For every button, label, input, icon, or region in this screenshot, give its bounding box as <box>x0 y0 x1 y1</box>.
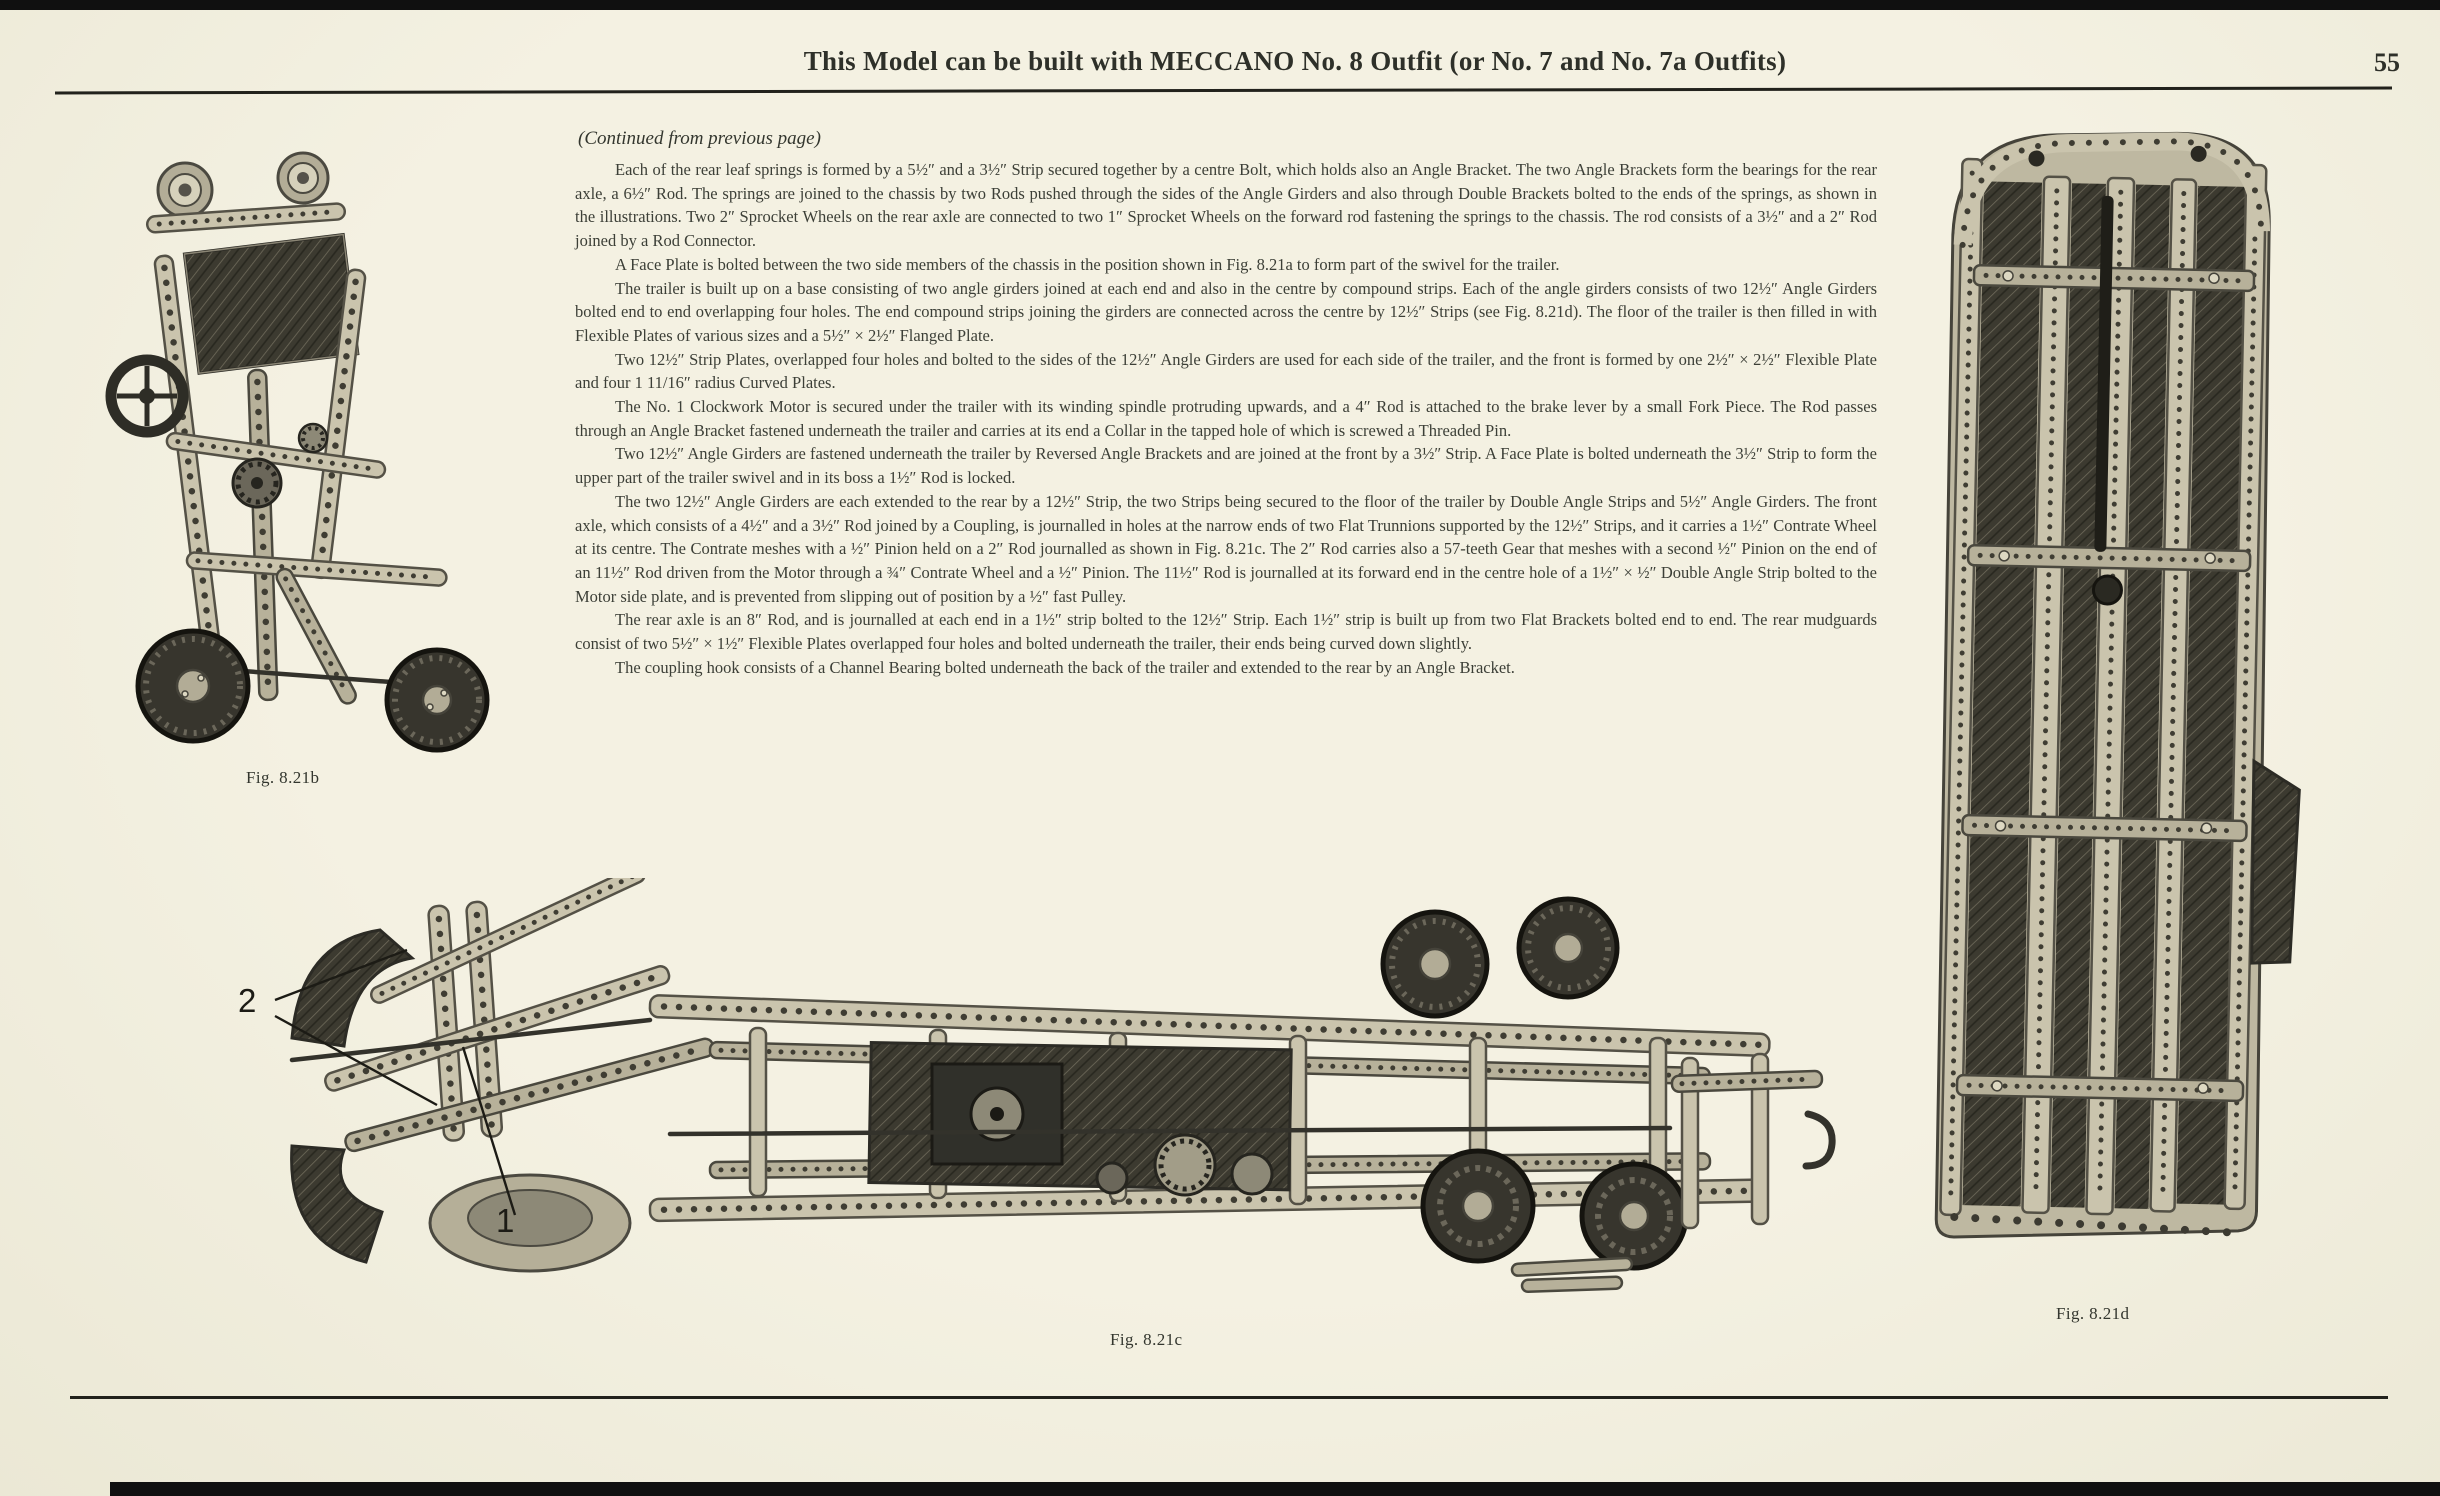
paragraph: A Face Plate is bolted between the two side members of the chassis in the position shown in Fig. 8.21a to form part of the swivel for the trailer. <box>615 254 1560 274</box>
rear-wheel-lower-left <box>1423 1151 1533 1261</box>
figure-8-21d-photo <box>1905 118 2305 1298</box>
clockwork-motor <box>932 1064 1062 1164</box>
rear-wheel-right <box>387 650 487 750</box>
radiator-block <box>184 235 357 374</box>
figure-8-21b-caption: Fig. 8.21b <box>246 768 320 787</box>
steering-wheel <box>111 360 183 432</box>
headlamp-pair <box>147 153 346 233</box>
header-rule <box>55 87 2392 95</box>
callout-label-2: 2 <box>238 982 257 1019</box>
figure-8-21c-photo <box>230 878 1850 1343</box>
page-title: This Model can be built with MECCANO No. 8 Outfit (or No. 7 and No. 7a Outfits) <box>803 46 1787 76</box>
figure-8-21c-caption: Fig. 8.21c <box>1110 1330 1183 1349</box>
drive-rod <box>670 1128 1670 1134</box>
paragraph: The No. 1 Clockwork Motor is secured under the trailer with its winding spindle protruding upwards, and a 4″ Rod is attached to the brake lever by a small Fork Piece. The Rod passes through an Angle Bracket fastened underneath the trailer and carries at its end a Collar in the tapped hole of which is screwed a Threaded Pin. <box>575 397 1877 440</box>
paragraph: Two 12½″ Strip Plates, overlapped four holes and bolted to the sides of the 12½″ Angle Girders are used for each side of the trailer, and the front is formed by one 2½″ × 2½″ Flexible Plate and four 1 11/16″ radius Curved Plates. <box>575 349 1877 393</box>
side-flap-plate <box>2250 761 2300 964</box>
page-number: 55 <box>2374 48 2400 77</box>
small-gear <box>299 424 327 452</box>
footer-rule <box>70 1396 2388 1399</box>
continued-note: (Continued from previous page) <box>578 128 821 149</box>
rear-wheel-lower-right <box>1582 1164 1686 1268</box>
top-border-bar <box>0 0 2440 10</box>
sprocket-wheel <box>233 459 281 507</box>
callout-label-1: 1 <box>496 1202 515 1239</box>
paragraph: The two 12½″ Angle Girders are each extended to the rear by a 12½″ Strip, the two Strips being secured to the floor of the trailer by Double Angle Strips and 5½″ Angle Girders. The front axle, which consists of a 4½″ and a 3½″ Rod joined by a Coupling, is journalled in holes at the narrow ends of two Flat Trunnions supported by the 12½″ Strips, and it carries a 1½″ Contrate Wheel at its centre. The Contrate meshes with a ½″ Pinion held on a 2″ Rod journalled as shown in Fig. 8.21c. The 2″ Rod carries also a 57-teeth Gear that meshes with a second ½″ Pinion on the end of an 11½″ Rod driven from the Motor through a ¾″ Contrate Wheel and a ½″ Pinion. The 11½″ Rod is journalled at its forward end in the centre hole of a 1½″ × ½″ Double Angle Strip bolted to the Motor side plate, and is prevented from slipping out of position by a ½″ fast Pulley. <box>575 491 1877 606</box>
paragraph: The coupling hook consists of a Channel Bearing bolted underneath the back of the trailer and extended to the rear by an Angle Bracket. <box>615 657 1515 677</box>
front-drum <box>430 1175 630 1271</box>
paragraph: The rear axle is an 8″ Rod, and is journalled at each end in a 1½″ strip bolted to the 12½″ Strip. Each 1½″ strip is built up from two Flat Brackets bolted end to end. The rear mudguards consist of two 5½″ × 1½″ Flexible Plates overlapped four holes and bolted underneath the trailer, their ends being curved down slightly. <box>575 610 1877 654</box>
paragraph: Two 12½″ Angle Girders are fastened underneath the trailer by Reversed Angle Brackets and are joined at the front by a 3½″ Strip. A Face Plate is bolted underneath the 3½″ Strip to form the upper part of the trailer swivel and in its boss a 1½″ Rod is locked. <box>575 444 1877 488</box>
coupling-hook <box>1806 1114 1832 1166</box>
winding-spindle <box>2093 576 2122 605</box>
spare-wheel-upper-left <box>1383 912 1487 1016</box>
figure-8-21d-caption: Fig. 8.21d <box>2056 1304 2130 1323</box>
figure-8-21b-photo <box>105 138 505 778</box>
paragraph: The trailer is built up on a base consisting of two angle girders joined at each end and also in the centre by compound strips. Each of the angle girders consists of two 12½″ Angle Girders bolted end to end overlapping four holes. The end compound strips joining the girders are connected across the centre by 12½″ Strips (see Fig. 8.21d). The floor of the trailer is then filled in with Flexible Plates of various sizes and a 5½″ × 2½″ Flanged Plate. <box>575 278 1877 345</box>
rear-assembly <box>1512 1054 1832 1292</box>
spare-wheel-upper-right <box>1519 899 1617 997</box>
instruction-text <box>575 158 1877 679</box>
paragraph: Each of the rear leaf springs is formed by a 5½″ and a 3½″ Strip secured together by a centre Bolt, which holds also an Angle Bracket. The two Angle Brackets form the bearings for the rear axle, a 6½″ Rod. The springs are joined to the chassis by two Rods pushed through the sides of the Angle Girders and also through Double Brackets bolted to the ends of the springs, as shown in the illustrations. Two 2″ Sprocket Wheels on the rear axle are connected to two 1″ Sprocket Wheels on the forward rod fastening the springs to the chassis. The rod consists of a 3½″ and a 2″ Rod joined by a Rod Connector. <box>575 160 1877 251</box>
rear-wheel-left <box>138 631 248 741</box>
bottom-border-bar <box>110 1482 2440 1496</box>
